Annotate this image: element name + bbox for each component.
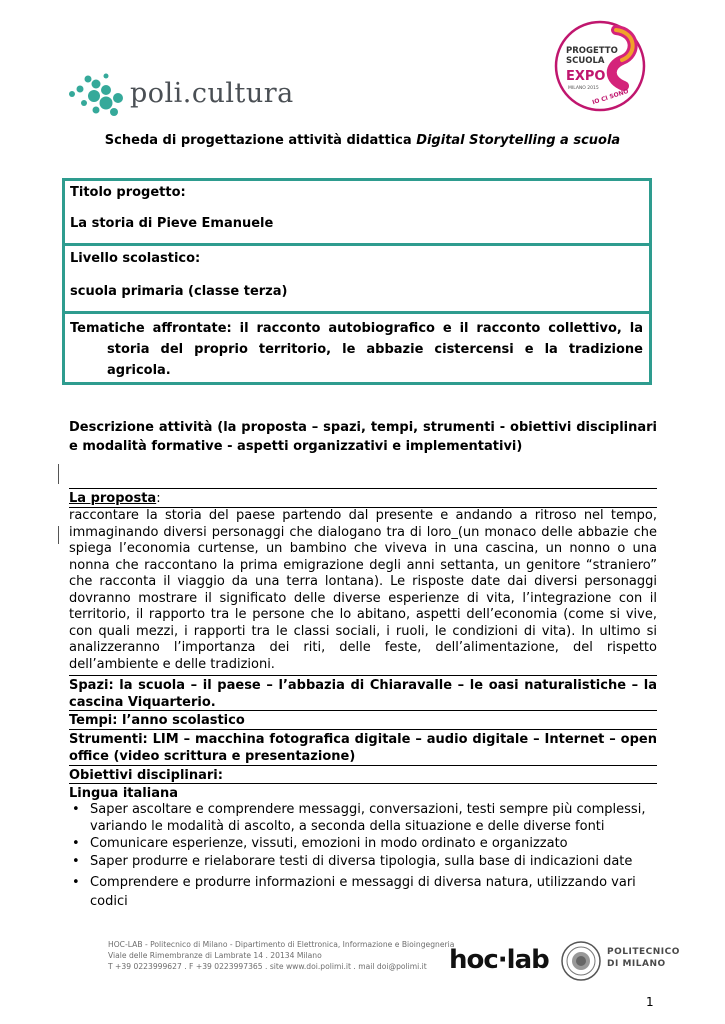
- document-title: [0, 133, 725, 148]
- list-item: [69, 802, 649, 835]
- tempi-text: Tempi: l’anno scolastico: [69, 713, 245, 728]
- obiettivi-label: Obiettivi disciplinari:: [69, 768, 223, 783]
- list-item: [69, 836, 649, 853]
- badge-line2: SCUOLA: [566, 56, 605, 66]
- badge-city: MILANO 2015: [568, 86, 599, 91]
- proposta-label: La proposta: [69, 491, 157, 506]
- policultura-logo: [66, 70, 316, 120]
- proposta-text: raccontare la storia del paese partendo dal presente e andando a ritroso nel tempo, immaginando diversi personaggi che dialogano tra di loro_(un monaco delle abbazie che spiega l’economia curtense, un bambino che viveva in una cascina, un nonno o una nonna che raccontano la prima emigrazione degli anni settanta, un genitore “straniero” che racconta il viaggio da una terra lontana). Le risposte date dai diversi personaggi dovranno mostrare il significato delle diverse esperienze di vita, l’integrazione con il territorio, il rapporto tra le persone che lo abitano, aspetti dell’economia (come si vive, con quali mezzi, i rapporti tra le classi sociali, i ruoli, le condizioni di vita). In ultimo si analizzeranno l’importanza dei riti, delle feste, dell’alimentazione, del rispetto dell’ambiente e delle tradizioni.: [69, 508, 657, 672]
- badge-tagline: IO CI SONO: [591, 87, 630, 107]
- bullet-icon: •: [72, 875, 80, 890]
- objectives-list: [69, 802, 649, 912]
- page-number: 1: [646, 995, 654, 1009]
- document-title-italic: Digital Storytelling a scuola: [416, 133, 621, 148]
- spazi-text: Spazi: la scuola – il paese – l’abbazia di Chiaravalle – le oasi naturalistiche – la cascina Viquarterio.: [69, 678, 657, 710]
- table-rule-top: [69, 488, 657, 489]
- footer-line-3: T +39 0223999627 . F +39 0223997365 . site www.doi.polimi.it . mail doi@polimi.it: [108, 962, 427, 971]
- titolo-value: La storia di Pieve Emanuele: [70, 216, 274, 231]
- table-rule-strumenti: [69, 729, 657, 730]
- badge-line1: PROGETTO: [566, 46, 618, 56]
- livello-label: Livello scolastico:: [70, 251, 201, 266]
- list-item: [69, 854, 649, 871]
- bullet-icon: •: [72, 853, 80, 869]
- objective-text: Comunicare esperienze, vissuti, emozioni in modo ordinato e organizzato: [90, 836, 568, 851]
- text-cursor-marker: [58, 464, 59, 484]
- bullet-icon: •: [72, 836, 80, 851]
- objective-text: Comprendere e produrre informazioni e messaggi di diversa natura, utilizzando vari codici: [90, 875, 636, 909]
- hoclab-wordmark: hoc·lab: [449, 945, 549, 975]
- list-item: [69, 873, 649, 911]
- polimi-line-1: POLITECNICO: [607, 947, 680, 957]
- document-title-prefix: Scheda di progettazione attività didattica: [104, 133, 417, 148]
- bullet-icon: •: [72, 802, 80, 817]
- text-cursor-marker-2: [58, 526, 59, 544]
- project-info-box: [62, 178, 652, 385]
- policultura-wordmark: poli.cultura: [130, 78, 294, 109]
- tematiche-row: [65, 314, 649, 382]
- livello-value: scuola primaria (classe terza): [70, 284, 288, 299]
- livello-row: [65, 246, 649, 314]
- objective-text: Saper produrre e rielaborare testi di diversa tipologia, sulla base di indicazioni date: [90, 853, 633, 869]
- footer-line-2: Viale delle Rimembranze di Lambrate 14 . 20134 Milano: [108, 951, 322, 960]
- table-rule-tempi: [69, 710, 657, 711]
- titolo-row: [65, 181, 649, 246]
- table-rule-spazi: [69, 675, 657, 676]
- policultura-dots-icon: [66, 70, 126, 120]
- table-rule-obiettivi: [69, 765, 657, 766]
- table-rule-lingua: [69, 783, 657, 784]
- badge-brand: EXPO: [566, 69, 606, 84]
- footer-line-1: HOC-LAB - Politecnico di Milano - Dipartimento di Elettronica, Informazione e Bioingegneria: [108, 940, 455, 949]
- lingua-italiana-label: Lingua italiana: [69, 786, 179, 801]
- description-heading: Descrizione attività (la proposta – spazi, tempi, strumenti - obiettivi disciplinari e modalità formative - aspetti organizzativi e implementativi): [69, 420, 657, 454]
- hoclab-logo: [447, 940, 557, 985]
- polimi-line-2: DI MILANO: [607, 959, 666, 969]
- titolo-label: Titolo progetto:: [70, 185, 186, 200]
- strumenti-text: Strumenti: LIM – macchina fotografica digitale – audio digitale – Internet – open office (video scrittura e presentazione): [69, 732, 657, 764]
- proposta-colon: :: [156, 491, 161, 506]
- objective-text: Saper ascoltare e comprendere messaggi, conversazioni, testi sempre più complessi, variando le modalità di ascolto, a seconda della situazione e delle diverse fonti: [90, 802, 646, 834]
- expo-scuola-badge: [554, 20, 646, 112]
- proposta-label-line: [69, 491, 161, 506]
- footer-address: [108, 939, 454, 972]
- polimi-wordmark: [607, 946, 680, 970]
- polimi-seal-icon: [560, 940, 602, 982]
- tematiche-text: Tematiche affrontate: il racconto autobiografico e il racconto collettivo, la storia del proprio territorio, le abbazie cistercensi e la tradizione agricola.: [70, 321, 643, 378]
